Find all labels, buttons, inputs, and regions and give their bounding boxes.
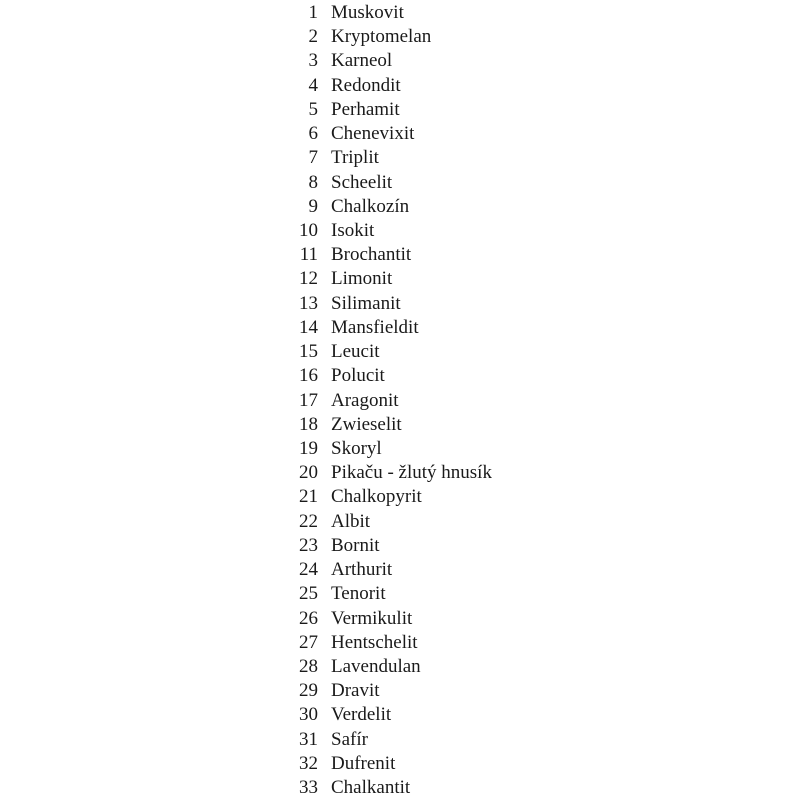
mineral-name: Limonit — [331, 268, 393, 290]
mineral-name: Chalkopyrit — [331, 486, 422, 508]
item-number: 15 — [299, 341, 318, 363]
list-item — [0, 655, 800, 679]
list-item — [0, 510, 800, 534]
item-number: 17 — [299, 389, 318, 411]
list-item — [0, 171, 800, 195]
list-item — [0, 776, 800, 800]
item-number: 22 — [299, 510, 318, 532]
list-item — [0, 389, 800, 413]
list-item — [0, 582, 800, 606]
list-item — [0, 437, 800, 461]
item-number: 19 — [299, 438, 318, 459]
item-number: 7 — [308, 147, 318, 169]
mineral-name: Kryptomelan — [331, 26, 432, 48]
item-number: 31 — [299, 728, 318, 750]
item-number: 14 — [299, 316, 318, 338]
item-number: 20 — [299, 462, 318, 484]
item-number: 8 — [308, 171, 318, 193]
mineral-name: Perhamit — [331, 98, 400, 120]
item-number: 28 — [299, 655, 318, 677]
list-item — [0, 485, 800, 509]
list-item — [0, 340, 800, 364]
item-number: 29 — [299, 680, 318, 702]
list-item — [0, 558, 800, 582]
item-number: 3 — [308, 50, 318, 72]
mineral-name: Albit — [331, 510, 371, 532]
mineral-name: Muskovit — [331, 2, 404, 23]
item-number: 24 — [299, 559, 318, 581]
item-number: 1 — [308, 2, 318, 23]
list-item — [0, 631, 800, 655]
item-number: 25 — [299, 583, 318, 605]
mineral-name: Zwieselit — [331, 413, 402, 435]
mineral-name: Dufrenit — [331, 752, 396, 774]
item-number: 12 — [299, 268, 318, 290]
mineral-name: Mansfieldit — [331, 316, 419, 338]
mineral-name: Vermikulit — [331, 607, 413, 629]
list-item — [0, 49, 800, 73]
item-number: 5 — [308, 98, 318, 120]
item-number: 33 — [299, 777, 318, 798]
mineral-name: Leucit — [331, 341, 380, 363]
list-item — [0, 243, 800, 267]
list-item — [0, 219, 800, 243]
mineral-name: Chalkozín — [331, 195, 410, 217]
mineral-name: Chenevixit — [331, 123, 415, 145]
item-number: 11 — [299, 244, 318, 266]
item-number: 2 — [308, 26, 318, 48]
item-number: 10 — [299, 220, 318, 241]
mineral-name: Pikaču - žlutý hnusík — [331, 462, 492, 484]
mineral-name: Polucit — [331, 365, 385, 387]
list-item — [0, 122, 800, 146]
mineral-name: Verdelit — [331, 704, 392, 726]
mineral-name: Skoryl — [331, 438, 382, 459]
mineral-name: Chalkantit — [331, 777, 411, 798]
list-item — [0, 534, 800, 558]
list-item — [0, 267, 800, 291]
mineral-name: Karneol — [331, 50, 393, 72]
list-item — [0, 728, 800, 752]
mineral-name: Hentschelit — [331, 631, 418, 653]
mineral-name: Lavendulan — [331, 655, 421, 677]
mineral-name: Silimanit — [331, 292, 401, 314]
item-number: 9 — [308, 195, 318, 217]
item-number: 6 — [308, 123, 318, 145]
mineral-name: Isokit — [331, 220, 375, 241]
item-number: 13 — [299, 292, 318, 314]
list-item — [0, 607, 800, 631]
list-item — [0, 292, 800, 316]
list-item — [0, 98, 800, 122]
mineral-name: Scheelit — [331, 171, 393, 193]
list-item — [0, 1, 800, 25]
item-number: 18 — [299, 413, 318, 435]
item-number: 4 — [308, 74, 318, 96]
item-number: 32 — [299, 752, 318, 774]
mineral-name: Bornit — [331, 534, 380, 556]
list-item — [0, 195, 800, 219]
mineral-name: Safír — [331, 728, 368, 750]
item-number: 16 — [299, 365, 318, 387]
list-item — [0, 146, 800, 170]
mineral-name: Arthurit — [331, 559, 393, 581]
mineral-name: Aragonit — [331, 389, 399, 411]
list-item — [0, 752, 800, 776]
item-number: 26 — [299, 607, 318, 629]
list-item — [0, 413, 800, 437]
list-item — [0, 25, 800, 49]
mineral-name: Tenorit — [331, 583, 386, 605]
item-number: 30 — [299, 704, 318, 726]
mineral-name: Brochantit — [331, 244, 412, 266]
item-number: 27 — [299, 631, 318, 653]
mineral-name: Redondit — [331, 74, 401, 96]
item-number: 23 — [299, 534, 318, 556]
mineral-name: Dravit — [331, 680, 380, 702]
mineral-name: Triplit — [331, 147, 379, 169]
list-item — [0, 316, 800, 340]
list-item — [0, 703, 800, 727]
list-item — [0, 74, 800, 98]
list-item — [0, 461, 800, 485]
list-item — [0, 364, 800, 388]
list-item — [0, 679, 800, 703]
item-number: 21 — [299, 486, 318, 508]
